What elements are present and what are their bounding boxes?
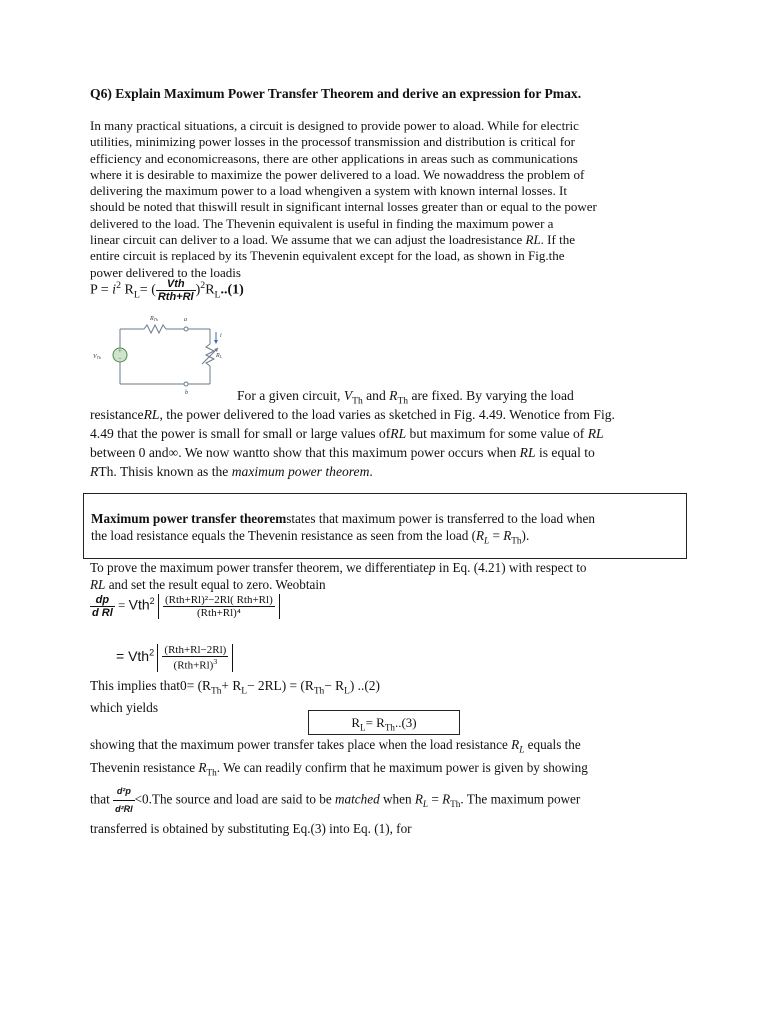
text: R [351, 715, 361, 730]
text: − R [324, 678, 345, 693]
text: RL [525, 232, 541, 248]
intro-line: delivering the maximum power to a load whengiven a system with known internal losses. It [90, 183, 567, 199]
p2-body [90, 405, 682, 481]
intro-line [90, 232, 680, 248]
numerator: d²p [113, 783, 135, 801]
second-derivative [113, 783, 135, 818]
text: Th [397, 396, 409, 407]
text: L [519, 744, 525, 755]
text: . If the [540, 232, 575, 248]
denominator: (Rth+Rl)⁴ [197, 607, 241, 619]
final-line [90, 783, 682, 818]
text: but maximum for some value of [406, 426, 588, 441]
denominator [162, 657, 228, 672]
denominator: d²Rl [115, 804, 133, 815]
text: V [343, 388, 353, 403]
final-paragraph [90, 736, 682, 837]
text: <0.The source and load are said to be [134, 791, 335, 807]
text: R [205, 282, 215, 298]
numerator: dp [90, 594, 115, 607]
text: RL [390, 426, 407, 441]
terminal-b [184, 382, 188, 386]
text: that [90, 791, 114, 807]
text: + R [221, 678, 242, 693]
text: Th. Thisis known as the [98, 464, 232, 479]
text: Th [511, 535, 522, 546]
text: when [379, 791, 415, 807]
text: R [511, 737, 520, 752]
equation-2 [90, 594, 280, 619]
proof-intro [90, 560, 682, 593]
text: R [90, 464, 99, 479]
intro-line: should be noted that thiswill result in significant internal losses greater than or equal to the power [90, 199, 597, 215]
text: Maximum power transfer theorem [91, 511, 287, 526]
i-label: i [220, 333, 222, 339]
text: the load resistance equals the Thevenin resistance as seen from the load ( [91, 528, 476, 543]
text: = [428, 791, 443, 807]
theorem-text [91, 510, 681, 550]
text: = R [365, 715, 385, 730]
text: R [475, 528, 485, 543]
question-heading: Q6) Explain Maximum Power Transfer Theorem and derive an expression for Pmax. [90, 86, 582, 101]
text: . We can readily confirm that he maximum power is given by showing [216, 759, 588, 775]
text: = [118, 597, 126, 613]
text: L [360, 722, 366, 733]
text: Th [352, 396, 363, 407]
rth-label: RTh [150, 316, 158, 322]
text: 3 [213, 657, 218, 666]
text: To prove the maximum power transfer theorem, we differentiate [90, 560, 430, 575]
text: = ( [139, 282, 156, 298]
text: Th [211, 686, 222, 697]
text: maximum power theorem [231, 464, 370, 479]
svg-text:−: − [118, 356, 122, 362]
rth-resistor [144, 325, 166, 333]
text: Thevenin resistance [90, 759, 199, 775]
final-line [90, 736, 682, 759]
thevenin-circuit-diagram [90, 312, 230, 396]
text: RL [143, 407, 160, 422]
theorem-line [91, 527, 681, 550]
text: equals the [524, 737, 581, 752]
b-label: b [185, 390, 188, 396]
text: is equal to [535, 445, 595, 460]
text: . [369, 464, 373, 479]
proof-line [90, 577, 682, 594]
text: For a given circuit, [237, 388, 344, 403]
text: Vth [128, 596, 150, 613]
text: L [484, 535, 490, 546]
which-yields: which yields [90, 699, 159, 715]
fraction [163, 594, 275, 619]
text: between 0 and∞. We now wantto show that this maximum power occurs when [90, 445, 520, 460]
result-box [308, 710, 460, 735]
text: p [429, 560, 436, 575]
text: Th [313, 686, 325, 697]
text: P = [90, 282, 113, 298]
p2-line [90, 424, 682, 443]
denominator: d Rl [92, 607, 113, 619]
numerator: (Rth+Rl)²−2Rl( Rth+Rl) [164, 594, 273, 606]
intro-line: where it is desirable to maximize the power delivered to a load. We nowaddress the problem of [90, 166, 585, 182]
text: R [442, 791, 451, 807]
text: Th [206, 767, 217, 778]
text: ) ..(2) [349, 678, 380, 693]
text: . The maximum power [460, 791, 581, 807]
theorem-box [83, 493, 687, 559]
derivative-fraction [90, 594, 115, 619]
text: R [414, 791, 423, 807]
text: ). [521, 528, 530, 543]
text: Th [450, 799, 461, 810]
text: resistance [90, 407, 144, 422]
text: , the power delivered to the load varies as sketched in Fig. 4.49. Wenotice from Fig. [159, 407, 615, 422]
bracket [157, 644, 233, 672]
equation-3 [116, 644, 233, 672]
text: Th [384, 722, 395, 733]
svg-text:+: + [118, 349, 122, 355]
p2-line [90, 462, 682, 481]
text: = [489, 528, 504, 543]
text: L [422, 799, 429, 810]
text: R [120, 282, 134, 298]
intro-line: power delivered to the loadis [90, 264, 241, 280]
fraction [162, 644, 228, 672]
text: R [503, 528, 512, 543]
a-label: a [184, 317, 187, 323]
implies-line [90, 678, 380, 700]
fraction [156, 278, 196, 303]
intro-line: delivered to the load. The Thevenin equivalent is useful in finding the maximum power a [90, 215, 554, 231]
numerator: Vth [156, 278, 196, 291]
text: R [198, 759, 207, 775]
intro-line: In many practical situations, a circuit is designed to provide power to aload. While for electric [90, 118, 579, 133]
numerator: (Rth+Rl−2Rl) [164, 644, 227, 656]
p2-line [90, 405, 682, 424]
text: are fixed. By varying the load [408, 388, 574, 403]
text: and [362, 388, 390, 403]
text: states that maximum power is transferred to the load when [286, 511, 595, 526]
intro-paragraph [90, 118, 680, 281]
text: ..(1) [220, 282, 244, 298]
final-line: transferred is obtained by substituting Eq.(3) into Eq. (1), for [90, 821, 412, 837]
text: 4.49 that the power is small for small or large values of [90, 426, 391, 441]
rl-label: RL [216, 353, 222, 359]
intro-line: utilities, minimizing power losses in the processof transmission and distribution is critical for [90, 134, 575, 150]
bracket [158, 594, 280, 619]
intro-line: efficiency and economicreasons, there are other applications in areas such as communications [90, 150, 578, 166]
final-line [90, 759, 682, 782]
text: RL [587, 426, 604, 441]
proof-line [90, 560, 682, 577]
text: (Rth+Rl) [173, 659, 214, 672]
intro-line: entire circuit is replaced by its Thevenin equivalent except for the load, as shown in Fig.the [90, 248, 565, 264]
denominator: Rth+Rl [157, 291, 194, 303]
terminal-a [184, 327, 188, 331]
text: matched [335, 791, 380, 807]
text: 2 [149, 596, 155, 607]
text: RL [519, 445, 536, 460]
p2-line [90, 443, 682, 462]
text: 2 [149, 647, 155, 658]
text: This implies that0= (R [90, 678, 211, 693]
text: i [112, 282, 117, 298]
text: L [241, 686, 247, 697]
text: showing that the maximum power transfer takes place when the load resistance [90, 737, 512, 752]
text: = Vth [116, 647, 150, 664]
text: ..(3) [394, 715, 417, 730]
vth-label: VTh [93, 354, 101, 360]
text: R [389, 388, 398, 403]
text: − 2RL) = (R [247, 678, 314, 693]
text: ) [195, 282, 201, 298]
theorem-line [91, 510, 681, 527]
rl-resistor [206, 344, 214, 366]
text: in Eq. (4.21) with respect to [435, 560, 587, 575]
text: L [133, 289, 140, 301]
equation-1: $P = i^2$ $R_L=$ ( $\frac{\text{Vth}}{\text{Rth+Rl}}$ )$^2R_L..(1)$ [90, 278, 244, 303]
text: L [344, 686, 350, 697]
text: linear circuit can deliver to a load. We assume that we can adjust the loadresistance [90, 232, 526, 248]
text: RL [90, 576, 106, 592]
text: and set the result equal to zero. Weobtain [105, 576, 326, 592]
